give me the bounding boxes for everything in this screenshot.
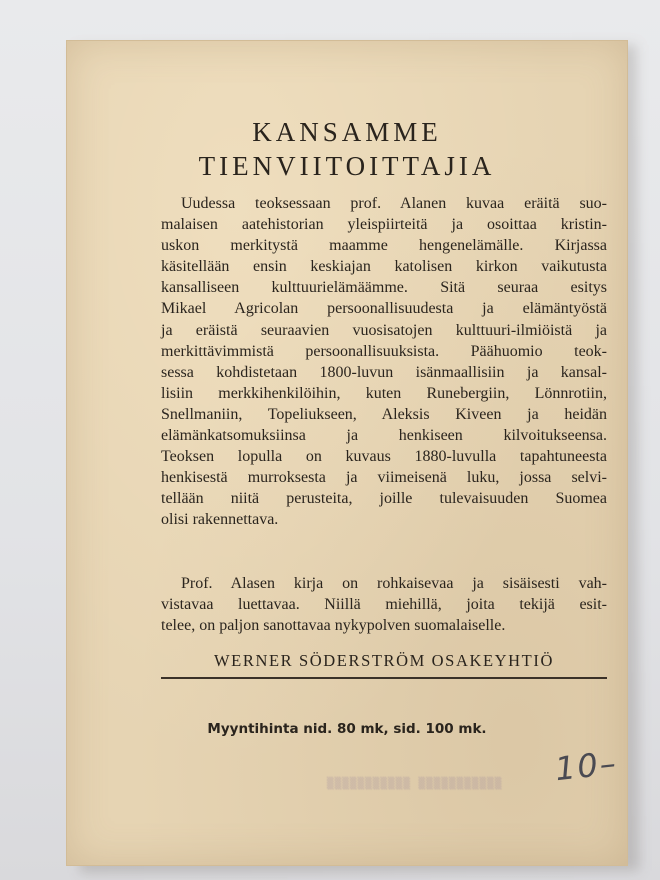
text-line: Uudessa teoksessaan prof. Alanen kuvaa eräitä suo- — [181, 195, 607, 212]
description-paragraph-1 — [161, 193, 607, 531]
text-line: malaisen aatehistorian yleispiirteitä ja osoittaa kristin- — [161, 216, 607, 234]
title-line-2: TIENVIITOITTAJIA — [198, 151, 496, 181]
text-line: elämänkatsomuksiinsa ja henkiseen kilvoitukseensa. — [161, 427, 607, 445]
text-line: ja eräistä seuraavien vuosisatojen kulttuuri-ilmiöistä ja — [161, 321, 607, 339]
book-back-cover — [66, 40, 628, 866]
title-line-1: KANSAMME — [252, 117, 442, 147]
text-line: uskon merkitystä maamme hengenelämälle. Kirjassa — [161, 237, 607, 255]
divider-rule — [161, 677, 607, 679]
description-paragraph-2 — [161, 573, 607, 636]
text-line: merkittävimmistä persoonallisuuksista. Päähuomio teok- — [161, 342, 607, 360]
text-line: henkisestä murroksesta ja viimeisenä luku, jossa selvi- — [161, 469, 607, 487]
text-line: tellään niitä perusteita, joille tulevaisuuden Suomea — [161, 490, 607, 508]
text-line: Prof. Alasen kirja on rohkaisevaa ja sisäisesti vah- — [181, 575, 607, 592]
text-line: olisi rakennettava. — [161, 511, 279, 529]
text-line: lisiin merkkihenkilöihin, kuten Runebergiin, Lönnrotiin, — [161, 384, 607, 402]
faded-stamp: ▒▒▒▒▒▒▒▒▒▒▒ ▒▒▒▒▒▒▒▒▒▒▒ — [327, 777, 503, 790]
text-line: sessa kohdistetaan 1800-luvun isänmaallisiin ja kansal- — [161, 363, 607, 381]
text-line: käsitellään ensin keskiajan katolisen kirkon vaikutusta — [161, 258, 607, 276]
text-line: Mikael Agricolan persoonallisuudesta ja elämäntyöstä — [161, 300, 607, 318]
price-line: Myyntihinta nid. 80 mk, sid. 100 mk. — [207, 721, 487, 737]
handwritten-price-note: 10– — [553, 743, 620, 789]
text-line: telee, on paljon sanottavaa nykypolven suomalaiselle. — [161, 617, 506, 635]
text-line: kansalliseen kulttuurielämäämme. Sitä seuraa esitys — [161, 279, 607, 297]
text-line: Snellmaniin, Topeliukseen, Aleksis Kiveen ja heidän — [161, 405, 607, 423]
text-line: Teoksen lopulla on kuvaus 1880-luvulla tapahtuneesta — [161, 448, 607, 466]
text-line: vistavaa luettavaa. Niillä miehillä, joita tekijä esit- — [161, 596, 607, 614]
publisher-name: WERNER SÖDERSTRÖM OSAKEYHTIÖ — [214, 651, 554, 670]
